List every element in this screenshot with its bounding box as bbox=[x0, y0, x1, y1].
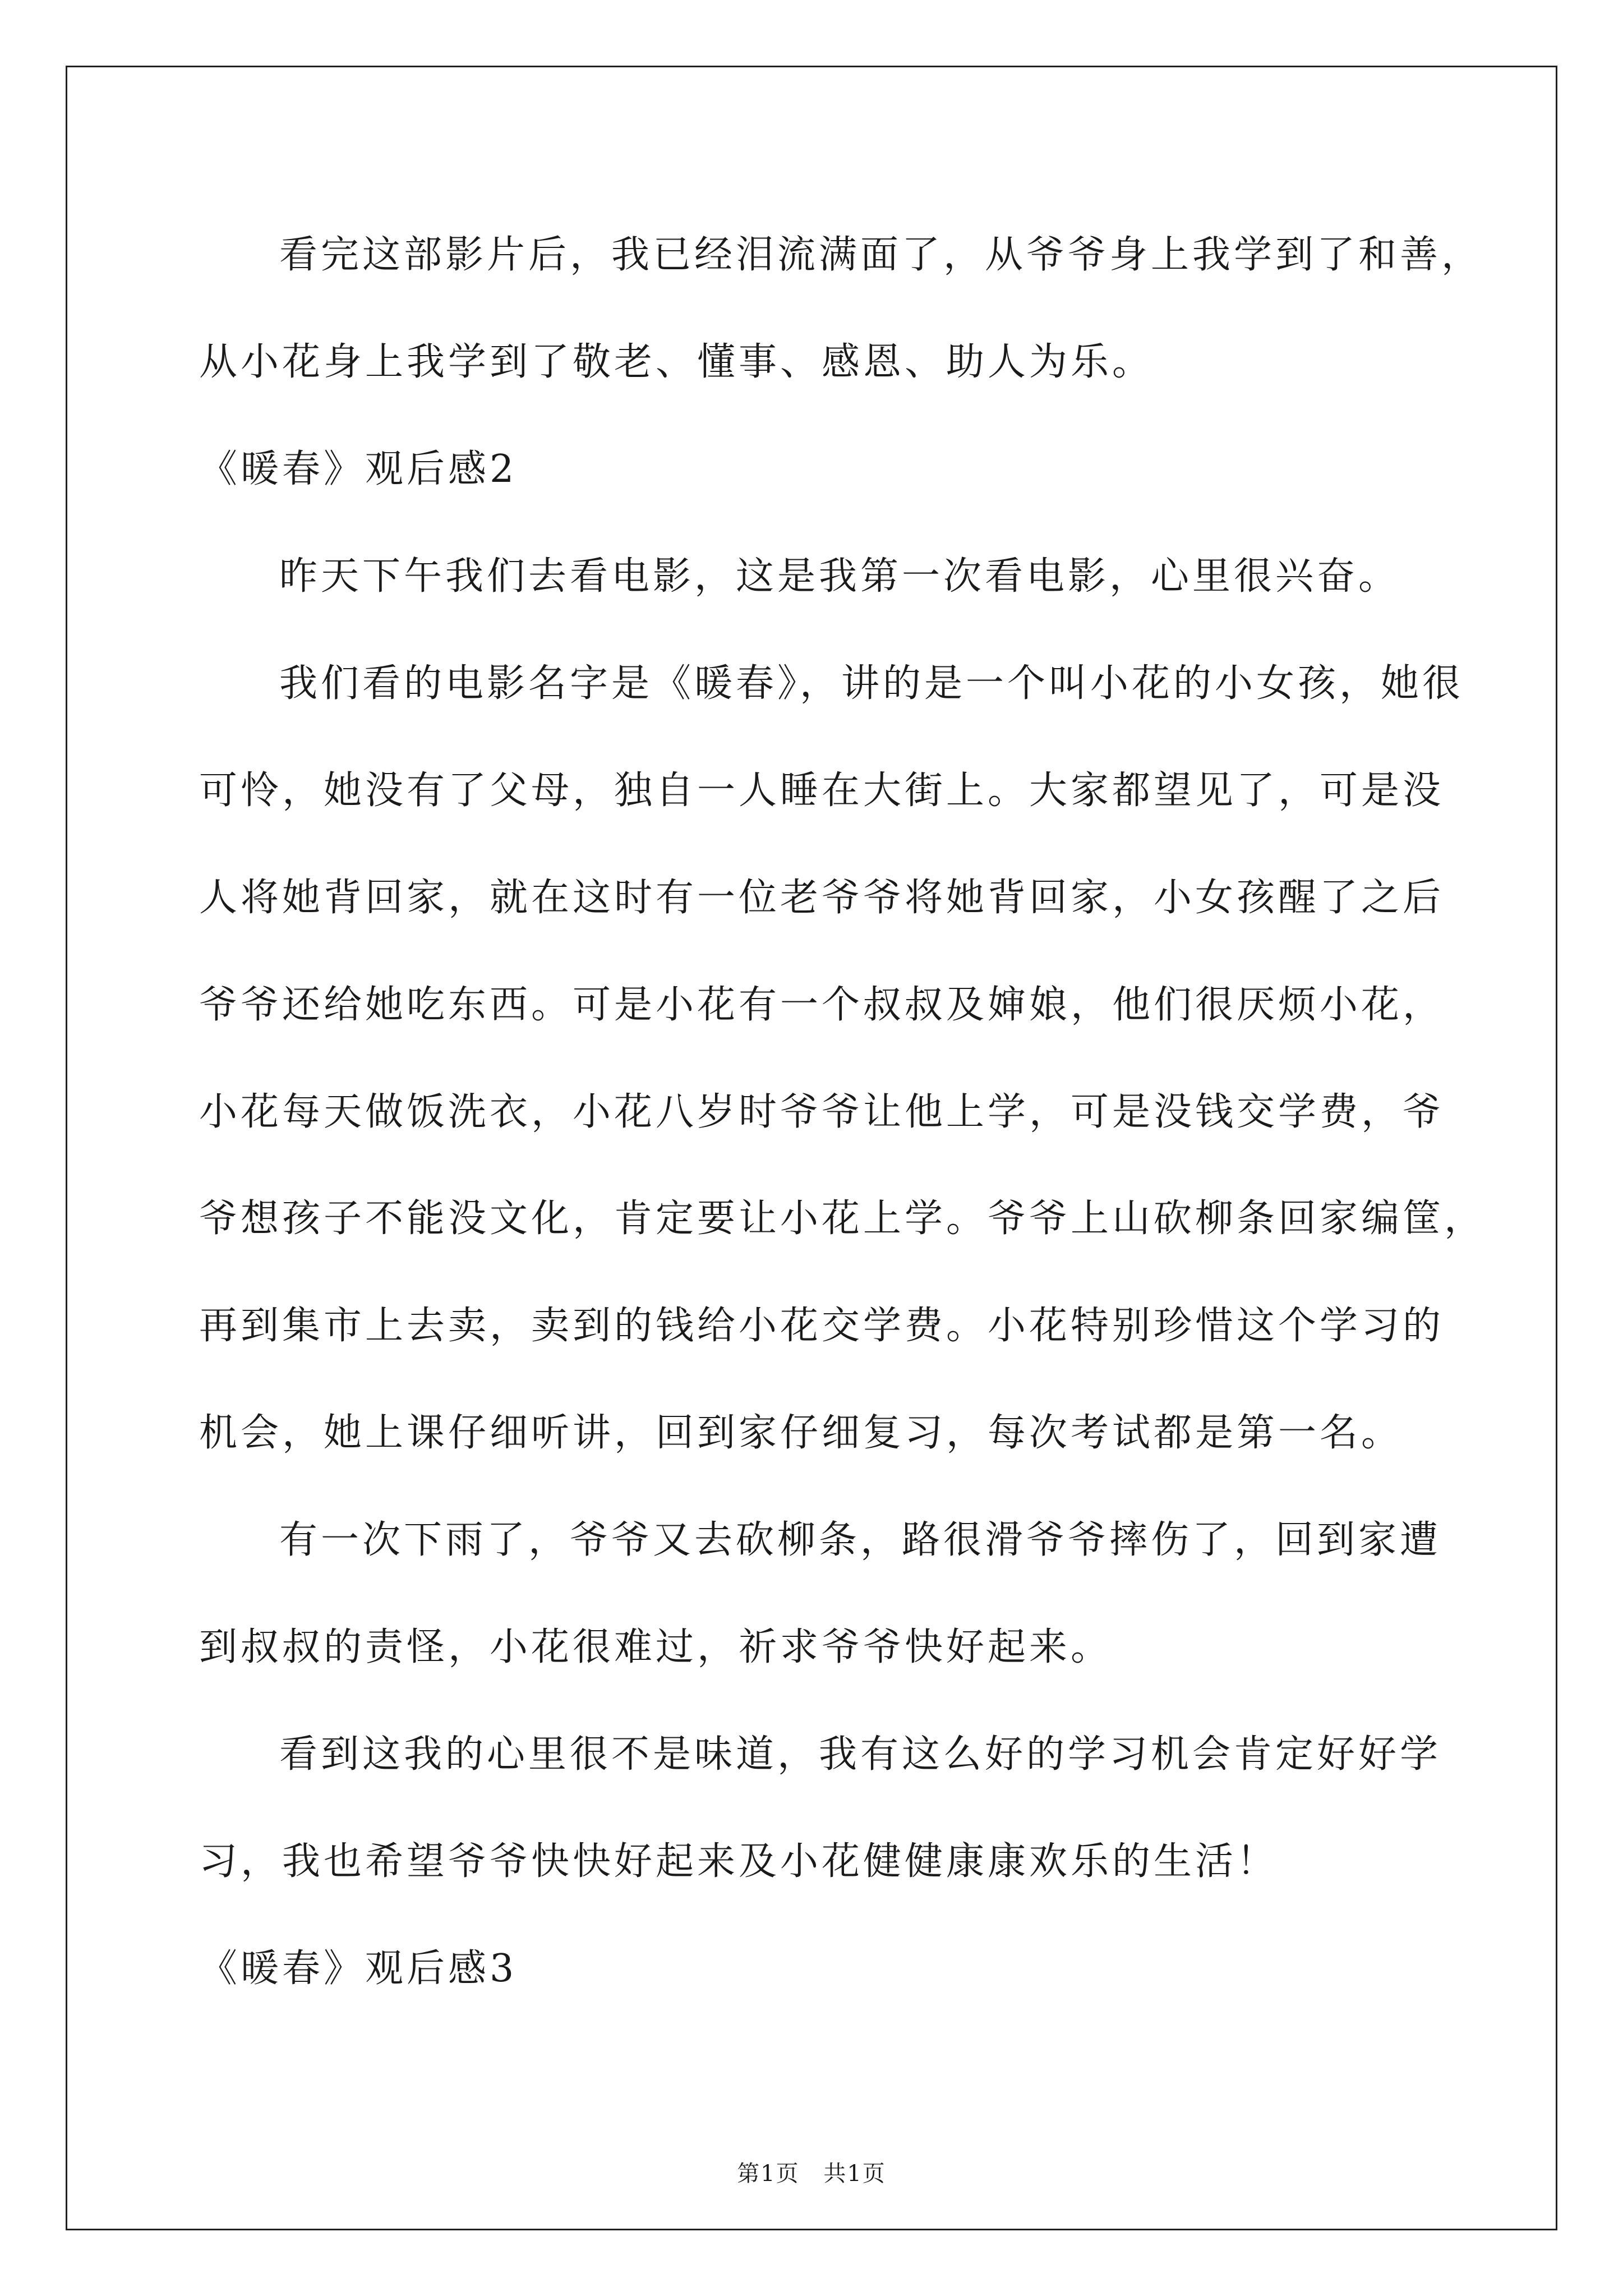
paragraph-line: 看完这部影片后，我已经泪流满面了，从爷爷身上我学到了和善， bbox=[279, 233, 1483, 277]
paragraph-line: 机会，她上课仔细听讲，回到家仔细复习，每次考试都是第一名。 bbox=[199, 1411, 1403, 1455]
paragraph-line: 我们看的电影名字是《暖春》，讲的是一个叫小花的小女孩，她很 bbox=[279, 661, 1464, 706]
paragraph-line: 从小花身上我学到了敬老、懂事、感恩、助人为乐。 bbox=[199, 340, 1154, 384]
page-number: 第1页 bbox=[737, 2161, 800, 2187]
section-heading: 《暖春》观后感2 bbox=[199, 447, 518, 491]
paragraph-line: 到叔叔的责怪，小花很难过，祈求爷爷快好起来。 bbox=[199, 1625, 1113, 1669]
paragraph-line: 习，我也希望爷爷快快好起来及小花健健康康欢乐的生活！ bbox=[199, 1839, 1279, 1884]
paragraph-line: 再到集市上去卖，卖到的钱给小花交学费。小花特别珍惜这个学习的 bbox=[199, 1304, 1445, 1348]
page-total: 共1页 bbox=[823, 2161, 886, 2187]
paragraph-line: 有一次下雨了，爷爷又去砍柳条，路很滑爷爷摔伤了，回到家遭 bbox=[279, 1518, 1442, 1562]
paragraph-line: 可怜，她没有了父母，独自一人睡在大街上。大家都望见了，可是没 bbox=[199, 769, 1445, 813]
paragraph-line: 看到这我的心里很不是味道，我有这么好的学习机会肯定好好学 bbox=[279, 1732, 1442, 1777]
section-heading: 《暖春》观后感3 bbox=[199, 1947, 518, 1991]
paragraph-line: 人将她背回家，就在这时有一位老爷爷将她背回家，小女孩醒了之后 bbox=[199, 876, 1445, 920]
paragraph-line: 昨天下午我们去看电影，这是我第一次看电影，心里很兴奋。 bbox=[279, 554, 1400, 599]
paragraph-line: 爷爷还给她吃东西。可是小花有一个叔叔及婶娘，他们很厌烦小花， bbox=[199, 983, 1445, 1027]
paragraph-line: 爷想孩子不能没文化，肯定要让小花上学。爷爷上山砍柳条回家编筐， bbox=[199, 1197, 1486, 1241]
page-footer bbox=[0, 2157, 1623, 2191]
paragraph-line: 小花每天做饭洗衣，小花八岁时爷爷让他上学，可是没钱交学费，爷 bbox=[199, 1090, 1445, 1134]
